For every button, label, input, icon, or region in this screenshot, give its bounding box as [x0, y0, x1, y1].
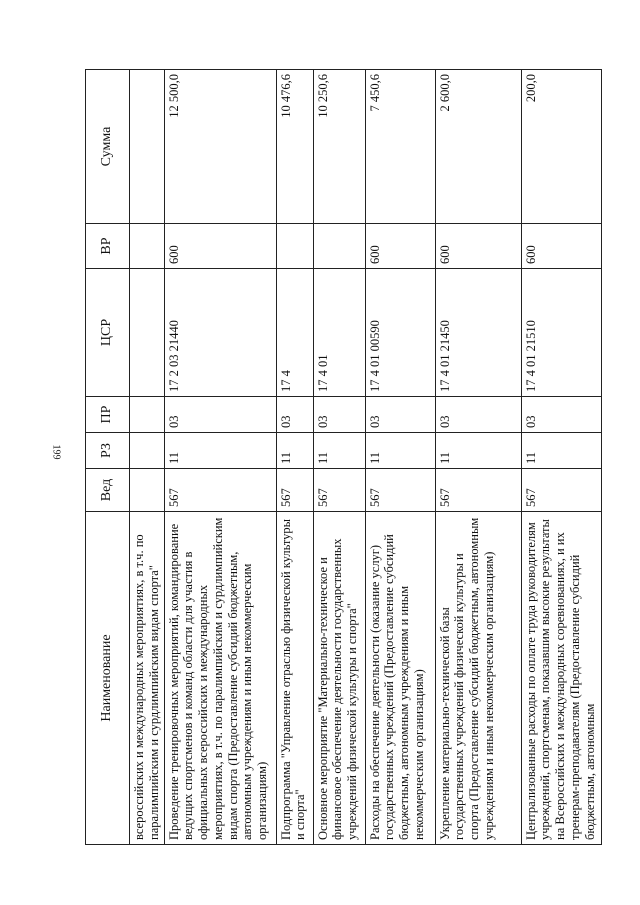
cell-rz: 11 [164, 433, 276, 469]
cell-csr: 17 4 01 [313, 269, 365, 397]
header-csr: ЦСР [86, 269, 130, 397]
table-row [130, 70, 165, 845]
header-pr: ПР [86, 397, 130, 433]
cell-pr: 03 [521, 397, 602, 433]
cell-rz: 11 [276, 433, 313, 469]
cell-rz: 11 [313, 433, 365, 469]
cell-pr: 03 [164, 397, 276, 433]
cell-vr [130, 224, 165, 269]
cell-sum: 200,0 [521, 70, 602, 224]
cell-sum: 2 600,0 [435, 70, 521, 224]
table-row [521, 70, 602, 845]
cell-ved: 567 [521, 469, 602, 512]
cell-ved: 567 [164, 469, 276, 512]
header-rz: РЗ [86, 433, 130, 469]
cell-csr [130, 269, 165, 397]
cell-pr: 03 [435, 397, 521, 433]
cell-vr: 600 [435, 224, 521, 269]
cell-sum [130, 70, 165, 224]
cell-name: Расходы на обеспечение деятельности (оказание услуг) государственных учреждений (Предоставление субсидий бюджетным, автономным учреждениям и иным некоммерческим организациям) [365, 512, 435, 845]
cell-pr: 03 [365, 397, 435, 433]
cell-vr [313, 224, 365, 269]
header-name: Наименование [86, 512, 130, 845]
table-row [313, 70, 365, 845]
table-row [435, 70, 521, 845]
cell-name: всероссийских и международных мероприятиях, в т.ч. по паралимпийским и сурдлимпийским видам спорта" [130, 512, 165, 845]
page-number: 199 [50, 444, 62, 460]
budget-table [85, 69, 602, 845]
table-row [365, 70, 435, 845]
cell-csr: 17 4 [276, 269, 313, 397]
cell-name: Подпрограмма "Управление отраслью физической культуры и спорта" [276, 512, 313, 845]
header-ved: Вед [86, 469, 130, 512]
cell-sum: 10 250,6 [313, 70, 365, 224]
cell-rz [130, 433, 165, 469]
cell-ved: 567 [313, 469, 365, 512]
cell-csr: 17 4 01 21510 [521, 269, 602, 397]
table-header-row [86, 70, 130, 845]
cell-vr: 600 [164, 224, 276, 269]
cell-csr: 17 4 01 00590 [365, 269, 435, 397]
header-sum: Сумма [86, 70, 130, 224]
cell-vr [276, 224, 313, 269]
table-row [276, 70, 313, 845]
cell-ved [130, 469, 165, 512]
rotated-table-wrapper [85, 70, 602, 845]
cell-name: Укрепление материально-технической базы государственных учреждений физической культуры и спорта (Предоставление субсидий бюджетным, автономным учреждениям и иным некоммерческим организациям) [435, 512, 521, 845]
cell-ved: 567 [365, 469, 435, 512]
cell-sum: 10 476,6 [276, 70, 313, 224]
cell-ved: 567 [276, 469, 313, 512]
cell-sum: 12 500,0 [164, 70, 276, 224]
cell-pr: 03 [276, 397, 313, 433]
cell-csr: 17 2 03 21440 [164, 269, 276, 397]
cell-name: Проведение тренировочных мероприятий, командирование ведущих спортсменов и команд области для участия в официальных всероссийских и международных мероприятиях, в т.ч. по паралимпийским и сурдлимпийским видам спорта (Предоставление субсидий бюджетным, автономным учреждениям и иным некоммерческим организациям) [164, 512, 276, 845]
cell-rz: 11 [521, 433, 602, 469]
cell-vr: 600 [521, 224, 602, 269]
cell-pr [130, 397, 165, 433]
header-vr: ВР [86, 224, 130, 269]
cell-rz: 11 [435, 433, 521, 469]
cell-csr: 17 4 01 21450 [435, 269, 521, 397]
cell-name: Централизованные расходы по оплате труда руководителям учреждений, спортсменам, показавшим высокие результаты на Всероссийских и международных соревнованиях, и их тренерам-преподавателям (Предоставление субсидий бюджетным, автономным [521, 512, 602, 845]
cell-vr: 600 [365, 224, 435, 269]
cell-name: Основное мероприятие "Материально-техническое и финансовое обеспечение деятельности государственных учреждений физической культуры и спорта" [313, 512, 365, 845]
cell-rz: 11 [365, 433, 435, 469]
cell-sum: 7 450,6 [365, 70, 435, 224]
cell-pr: 03 [313, 397, 365, 433]
cell-ved: 567 [435, 469, 521, 512]
table-row [164, 70, 276, 845]
